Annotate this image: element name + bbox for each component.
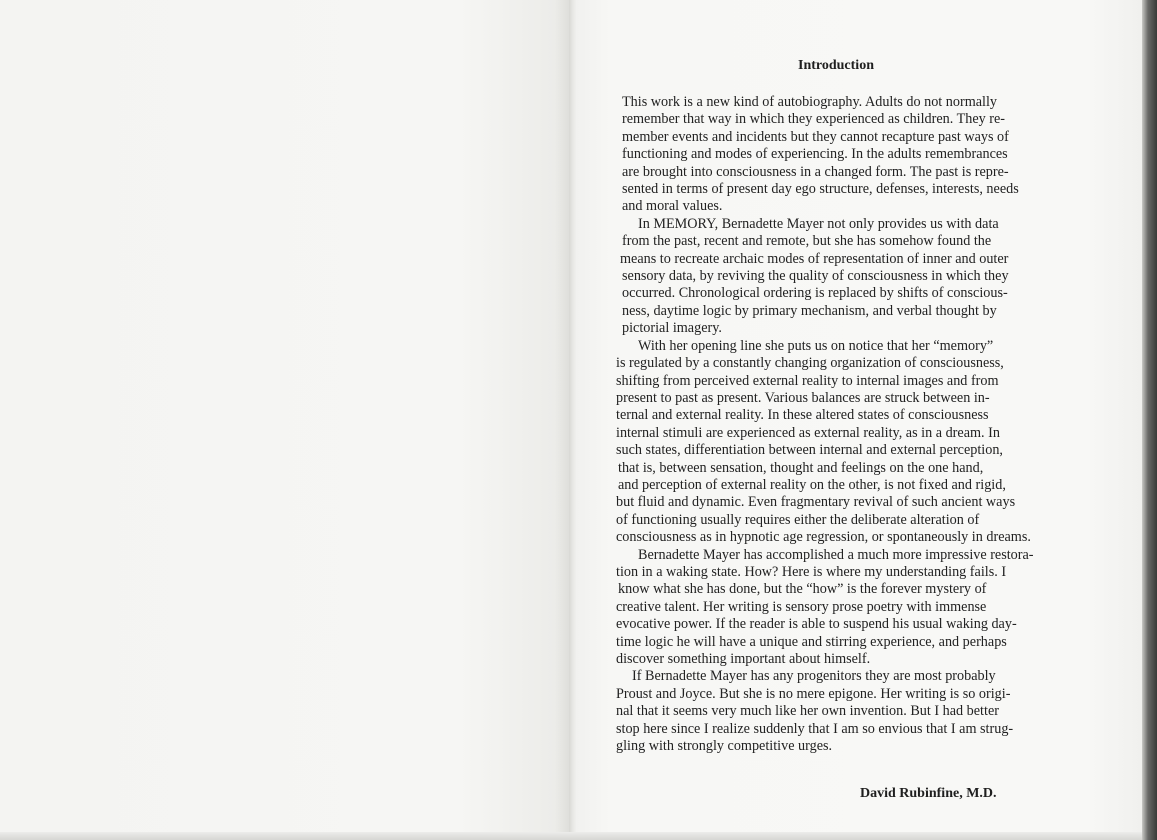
text-line: from the past, recent and remote, but she has somehow found the: [622, 233, 992, 250]
text-line: sensory data, by reviving the quality of consciousness in which they: [622, 268, 1009, 285]
text-line: present to past as present. Various balances are struck between in-: [616, 389, 990, 406]
text-line: pictorial imagery.: [622, 320, 722, 337]
text-line: member events and incidents but they cannot recapture past ways of: [622, 128, 1009, 145]
left-page-blank: [0, 0, 572, 840]
text-line: know what she has done, but the “how” is the forever mystery of: [618, 581, 987, 598]
text-line: are brought into consciousness in a changed form. The past is repre-: [622, 163, 1009, 180]
text-line: With her opening line she puts us on notice that her “memory”: [638, 337, 994, 354]
text-line: evocative power. If the reader is able to suspend his usual waking day-: [616, 616, 1017, 633]
text-line: sented in terms of present day ego structure, defenses, interests, needs: [622, 181, 1019, 198]
text-line: time logic he will have a unique and stirring experience, and perhaps: [616, 633, 1007, 650]
text-line: shifting from perceived external reality to internal images and from: [616, 372, 999, 389]
bottom-edge-shadow: [0, 832, 1142, 840]
text-line: ness, daytime logic by primary mechanism, and verbal thought by: [622, 302, 997, 319]
text-line: such states, differentiation between internal and external perception,: [616, 442, 1003, 459]
text-line: creative talent. Her writing is sensory prose poetry with immense: [616, 598, 987, 615]
introduction-body: [616, 94, 1086, 755]
author-signature: David Rubinfine, M.D.: [860, 786, 997, 801]
text-line: discover something important about himself.: [616, 651, 871, 667]
text-line: that is, between sensation, thought and feelings on the one hand,: [618, 459, 984, 476]
page-edge-shadow: [1142, 0, 1157, 840]
text-line: gling with strongly competitive urges.: [616, 738, 833, 755]
text-line: occurred. Chronological ordering is replaced by shifts of conscious-: [622, 285, 1008, 302]
text-line: internal stimuli are experienced as external reality, as in a dream. In: [616, 424, 1000, 441]
text-line: If Bernadette Mayer has any progenitors they are most probably: [632, 668, 996, 685]
text-line: Bernadette Mayer has accomplished a much more impressive restora-: [638, 546, 1034, 563]
page-heading: [576, 58, 1096, 74]
text-line: ternal and external reality. In these altered states of consciousness: [616, 407, 989, 424]
text-line: functioning and modes of experiencing. In the adults remembrances: [622, 146, 1008, 163]
text-line: but fluid and dynamic. Even fragmentary revival of such ancient ways: [616, 494, 1016, 511]
text-line: tion in a waking state. How? Here is where my understanding fails. I: [616, 563, 1007, 580]
text-line: of functioning usually requires either the deliberate alteration of: [616, 511, 980, 528]
text-line: is regulated by a constantly changing organization of consciousness,: [616, 355, 1004, 372]
text-line: and perception of external reality on the other, is not fixed and rigid,: [618, 476, 1006, 493]
text-line: This work is a new kind of autobiography. Adults do not normally: [622, 94, 998, 110]
text-line: and moral values.: [622, 198, 723, 215]
text-line: means to recreate archaic modes of representation of inner and outer: [620, 250, 1009, 267]
text-line: In MEMORY, Bernadette Mayer not only provides us with data: [638, 215, 999, 232]
text-line: consciousness as in hypnotic age regression, or spontaneously in dreams.: [616, 529, 1031, 546]
heading-text: Introduction: [798, 58, 874, 73]
text-line: Proust and Joyce. But she is no mere epigone. Her writing is so origi-: [616, 685, 1011, 702]
text-line: remember that way in which they experienced as children. They re-: [622, 111, 1006, 128]
text-line: nal that it seems very much like her own invention. But I had better: [616, 703, 999, 720]
text-line: stop here since I realize suddenly that I am so envious that I am strug-: [616, 720, 1014, 737]
